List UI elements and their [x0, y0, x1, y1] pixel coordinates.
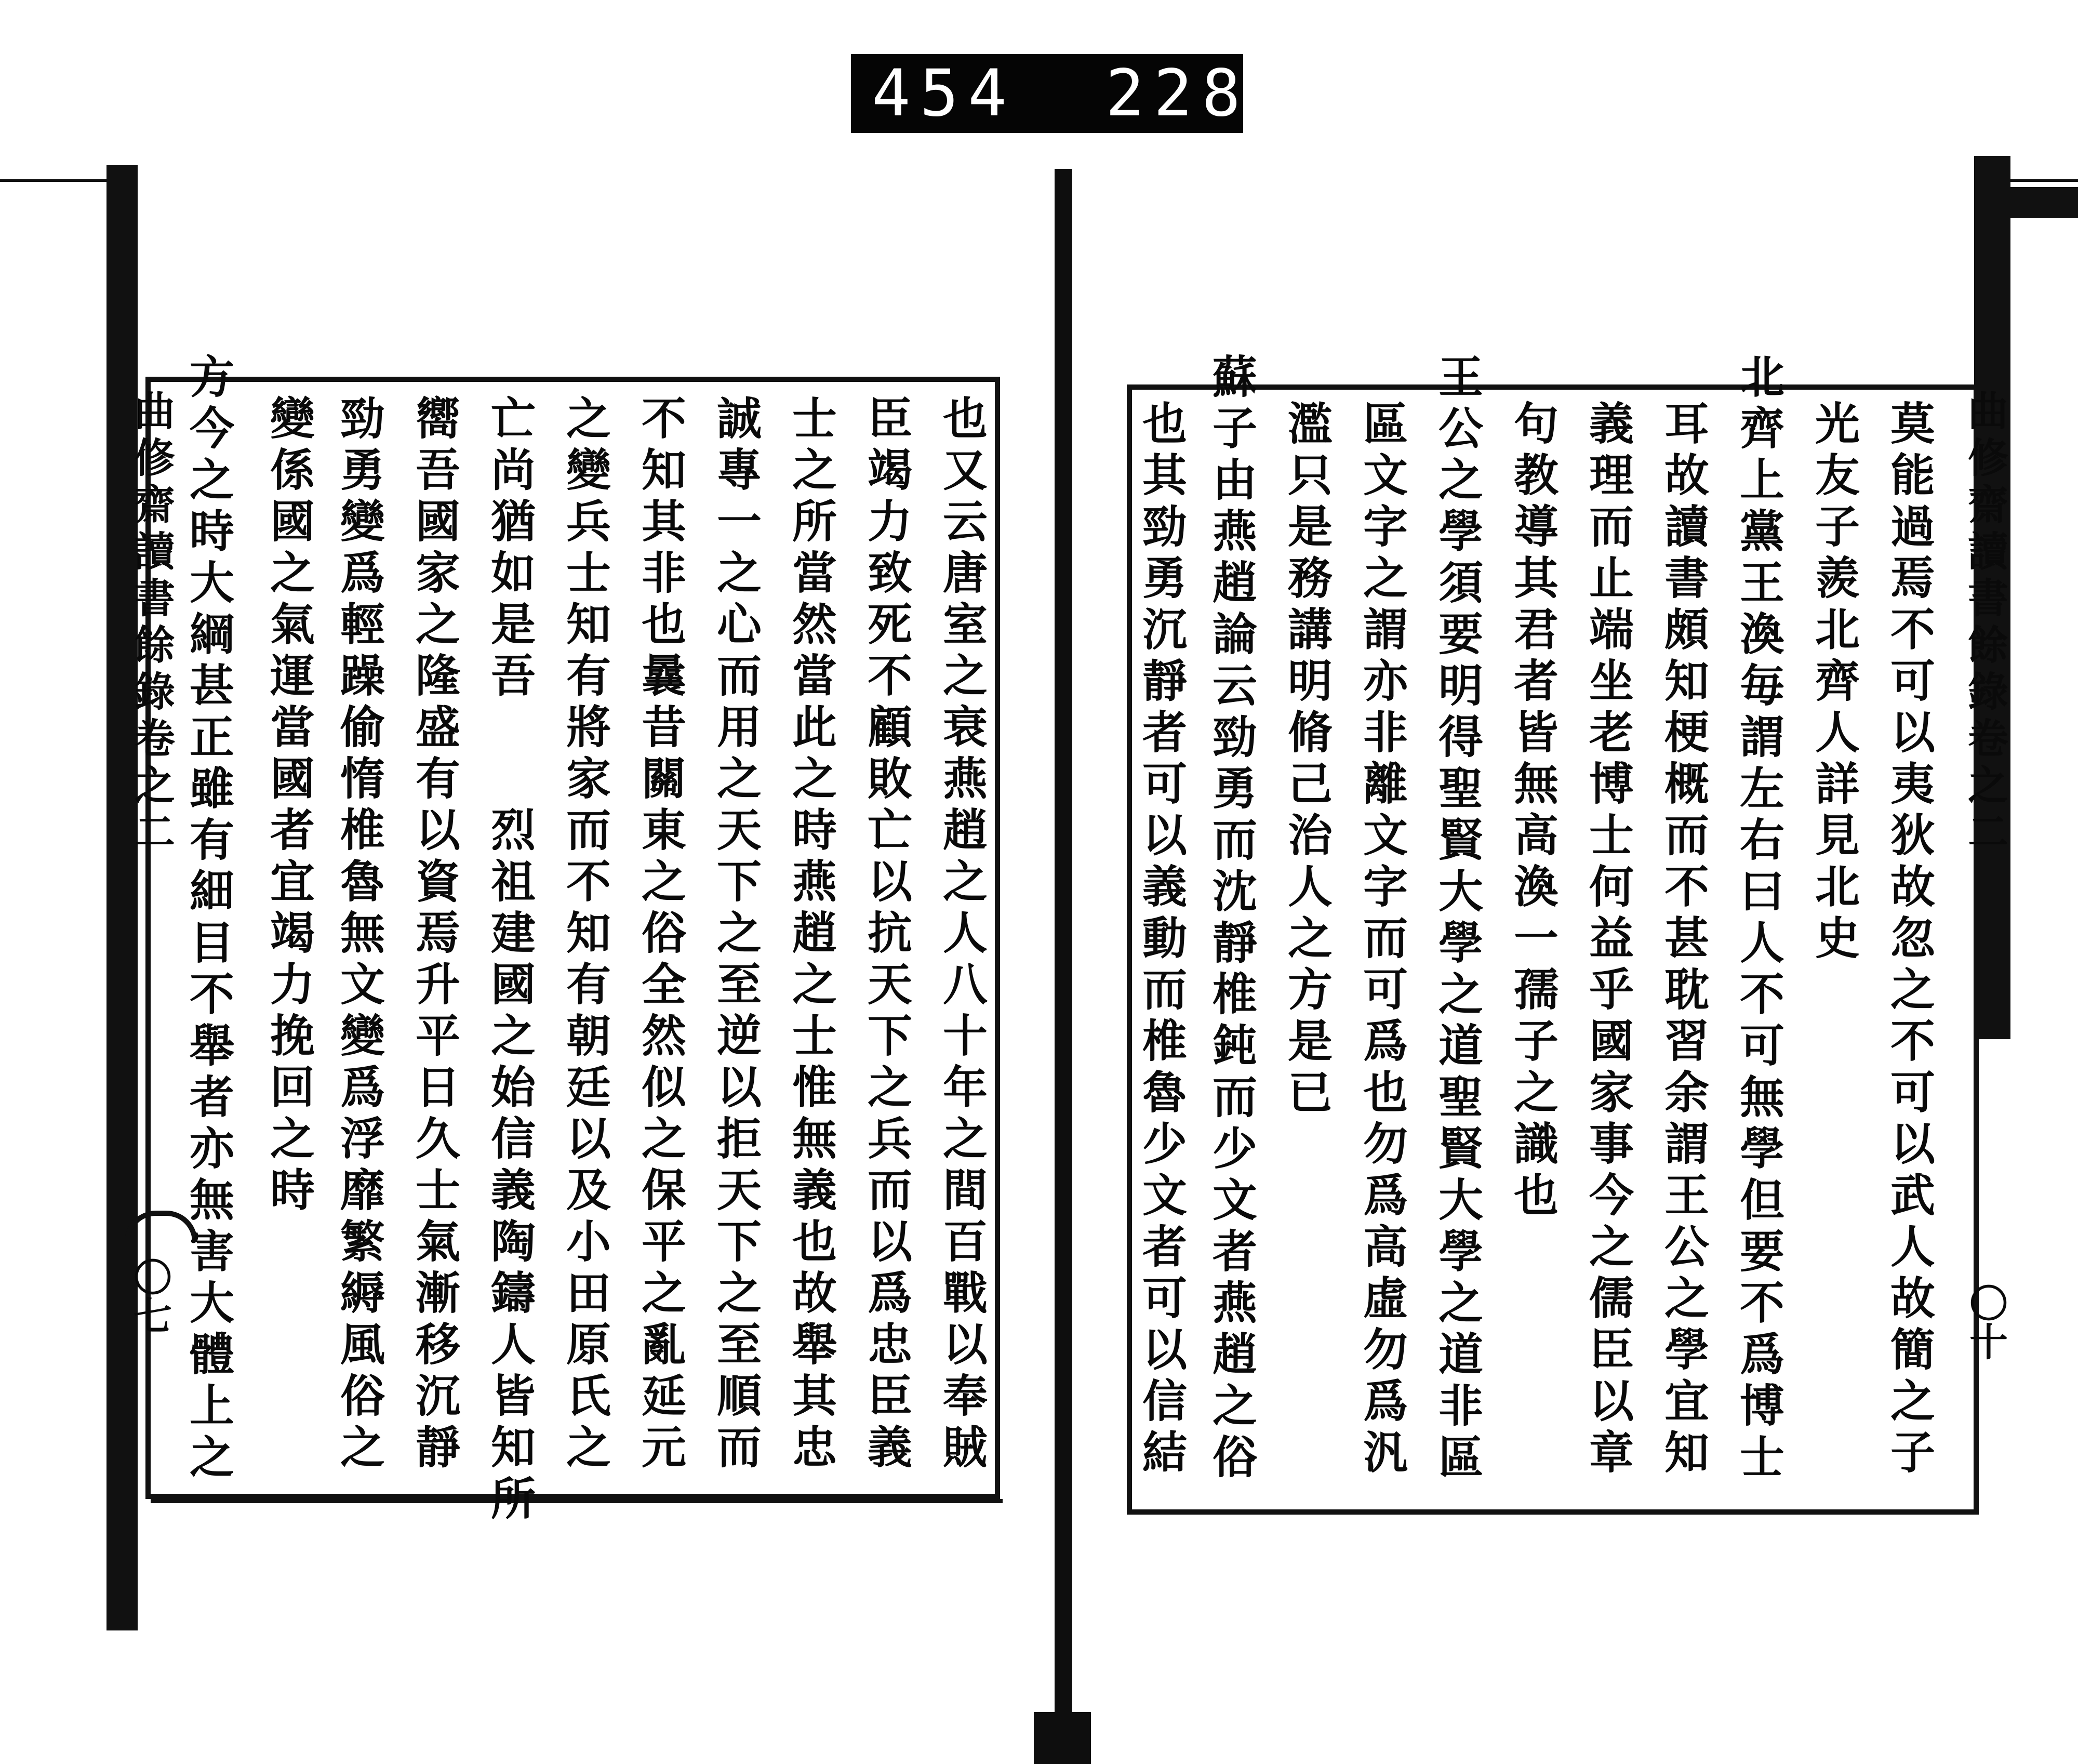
left-text-column-11: 方今之時大綱甚正雖有細目不舉者亦無害大體上之 — [182, 353, 234, 1485]
right-text-column-8: 區文字之謂亦非離文字而可爲也勿爲高虛勿爲汎 — [1355, 400, 1408, 1480]
left-text-column-9: 勁勇變爲輕躁偷惰椎魯無文變爲浮靡繁縟風俗之 — [332, 395, 385, 1475]
right-text-column-11: 也其勁勇沉靜者可以義動而椎魯少文者可以信結 — [1135, 400, 1187, 1480]
archive-number-left: 454 — [872, 56, 1016, 131]
left-text-column-7: 亡尚猶如是吾 烈祖建國之始信義陶鑄人皆知所 — [483, 395, 536, 1527]
left-text-column-5: 不知其非也曩昔關東之俗全然似之保平之亂延元 — [634, 395, 686, 1475]
right-text-column-1: 莫能過焉不可以夷狄故忽之不可以武人故簡之子 — [1883, 400, 1935, 1480]
right-text-column-5: 義理而止端坐老博士何益乎國家事今之儒臣以章 — [1581, 400, 1634, 1480]
right-text-column-7: 王公之學須要明得聖賢大學之道聖賢大學之道非區 — [1431, 353, 1483, 1485]
right-leaf-number: 〇十 — [1963, 1283, 2008, 1360]
left-text-column-10: 變係國之氣運當國者宜竭力挽回之時 — [262, 395, 315, 1218]
left-text-column-1: 也又云唐室之衰燕趙之人八十年之間百戰以奉賊 — [935, 395, 988, 1475]
archive-number-right: 228. — [1105, 56, 1298, 131]
left-text-column-4: 誠專一之心而用之天下之至逆以拒天下之至順而 — [709, 395, 762, 1475]
left-text-column-3: 士之所當然當此之時燕趙之士惟無義也故舉其忠 — [784, 395, 837, 1475]
archive-label — [851, 54, 1298, 133]
right-book-edge-tab — [2010, 187, 2078, 218]
left-leaf-number: 〇七 — [127, 1257, 172, 1334]
left-frame-bottom-rule — [151, 1499, 1003, 1503]
book-spine — [1055, 169, 1072, 1717]
right-side-title: 曲修齋讀書餘錄卷之二 — [1961, 390, 2008, 857]
right-text-column-9: 濫只是務講明脩己治人之方是已 — [1280, 400, 1333, 1120]
right-text-column-4: 耳故讀書頗知梗概而不甚耽習余謂王公之學宜知 — [1657, 400, 1709, 1480]
left-side-title: 曲修齋讀書餘錄卷之二 — [128, 390, 175, 857]
right-page — [1072, 171, 2008, 1621]
right-text-column-10: 蘇子由燕趙論云勁勇而沈靜椎鈍而少文者燕趙之俗 — [1205, 353, 1257, 1485]
left-page — [127, 171, 1055, 1632]
right-text-column-2: 光友子羨北齊人詳見北史 — [1807, 400, 1860, 966]
right-text-column-3: 北齊上黨王渙毎謂左右曰人不可無學但要不爲博士 — [1732, 353, 1784, 1485]
left-text-column-6: 之變兵士知有將家而不知有朝廷以及小田原氏之 — [558, 395, 611, 1475]
right-text-column-6: 句教導其君者皆無高渙一孺子之識也 — [1506, 400, 1558, 1223]
left-text-column-2: 臣竭力致死不顧敗亡以抗天下之兵而以爲忠臣義 — [860, 395, 912, 1475]
spine-base — [1034, 1712, 1091, 1764]
left-text-column-8: 嚮吾國家之隆盛有以資焉升平日久士氣漸移沉靜 — [408, 395, 460, 1475]
